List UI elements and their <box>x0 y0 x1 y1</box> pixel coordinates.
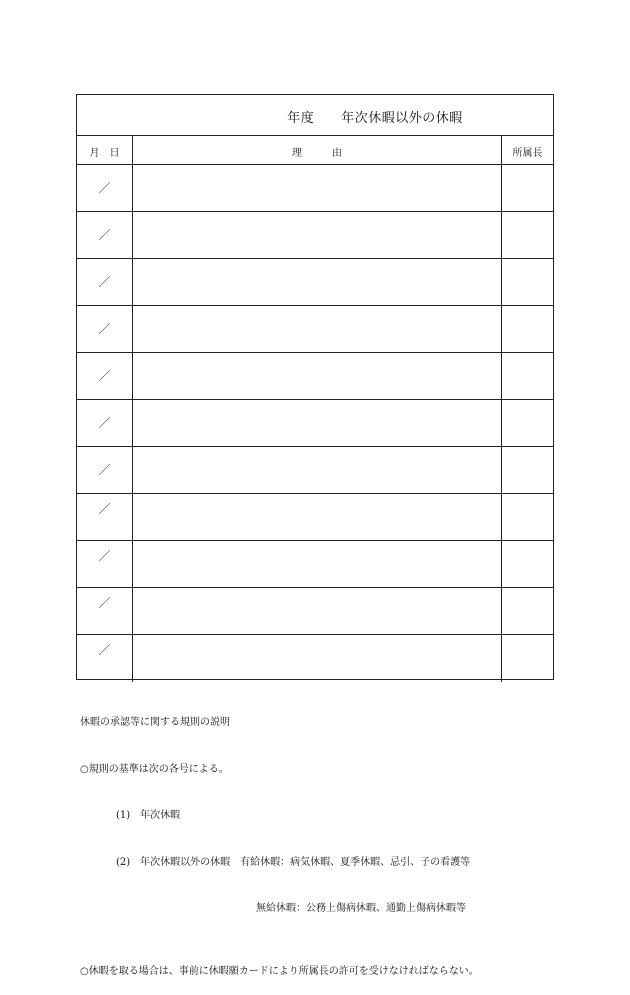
reason-cell[interactable] <box>133 212 502 258</box>
date-separator-mark: ／ <box>98 416 111 430</box>
approver-stamp-cell[interactable] <box>502 306 553 352</box>
table-row <box>77 588 553 635</box>
approver-stamp-cell[interactable] <box>502 259 553 305</box>
date-cell[interactable] <box>77 306 133 352</box>
notes-item-2 <box>80 855 479 871</box>
date-column-header: 月 日 <box>89 148 120 159</box>
item-1-text: 年次休暇 <box>140 810 181 821</box>
item-2-number: (2) <box>116 856 131 868</box>
table-row <box>77 494 553 541</box>
date-separator-mark: ／ <box>98 463 111 477</box>
table-row <box>77 400 553 447</box>
reason-cell[interactable] <box>133 400 502 446</box>
item-2-text: 年次休暇以外の休暇 <box>140 856 231 868</box>
date-cell[interactable] <box>77 494 133 540</box>
reason-cell[interactable] <box>133 588 502 634</box>
reason-cell[interactable] <box>133 353 502 399</box>
date-cell[interactable] <box>77 212 133 258</box>
unpaid-leave-items: 公務上傷病休暇、通勤上傷病休暇等 <box>306 903 466 914</box>
table-row <box>77 541 553 588</box>
table-row <box>77 165 553 212</box>
table-header-row <box>77 136 553 165</box>
date-separator-mark: ／ <box>98 369 111 383</box>
table-row <box>77 635 553 682</box>
reason-column-header: 理 由 <box>292 148 342 159</box>
notes-heading: 休暇の承認等に関する規則の説明 <box>80 717 230 728</box>
approver-stamp-cell[interactable] <box>502 447 553 493</box>
rules-notes <box>80 684 479 995</box>
date-separator-mark: ／ <box>98 549 111 563</box>
table-row <box>77 306 553 353</box>
reason-cell[interactable] <box>133 165 502 211</box>
reason-cell[interactable] <box>133 447 502 493</box>
date-separator-mark: ／ <box>98 275 111 289</box>
date-cell[interactable] <box>77 588 133 634</box>
reason-cell[interactable] <box>133 259 502 305</box>
table-row <box>77 259 553 306</box>
approver-stamp-cell[interactable] <box>502 212 553 258</box>
date-separator-mark: ／ <box>98 502 111 516</box>
approver-stamp-cell[interactable] <box>502 400 553 446</box>
notes-unpaid-line <box>80 901 479 917</box>
leave-table <box>77 136 553 682</box>
form-title: 年度 年次休暇以外の休暇 <box>287 111 463 126</box>
reason-cell[interactable] <box>133 306 502 352</box>
unpaid-leave-label: 無給休暇： <box>256 903 306 914</box>
table-row <box>77 447 553 494</box>
approver-stamp-cell[interactable] <box>502 635 553 682</box>
reason-cell[interactable] <box>133 541 502 587</box>
date-separator-mark: ／ <box>98 596 111 610</box>
date-separator-mark: ／ <box>98 322 111 336</box>
title-row <box>77 95 553 136</box>
notes-basis: ○規則の基準は次の各号による。 <box>80 763 229 775</box>
leave-record-form <box>76 94 554 680</box>
date-cell[interactable] <box>77 165 133 211</box>
table-row <box>77 353 553 400</box>
date-cell[interactable] <box>77 353 133 399</box>
item-1-number: (1) <box>116 810 131 821</box>
table-row <box>77 212 553 259</box>
approver-column-header: 所属長 <box>512 148 543 159</box>
date-separator-mark: ／ <box>98 181 111 195</box>
notes-final-instruction: ○休暇を取る場合は、事前に休暇願カードにより所属長の許可を受けなければならない。 <box>80 965 479 977</box>
approver-stamp-cell[interactable] <box>502 165 553 211</box>
paid-leave-items: 病気休暇、夏季休暇、忌引、子の看護等 <box>290 856 471 868</box>
date-cell[interactable] <box>77 400 133 446</box>
date-cell[interactable] <box>77 541 133 587</box>
reason-cell[interactable] <box>133 494 502 540</box>
date-cell[interactable] <box>77 635 133 682</box>
approver-stamp-cell[interactable] <box>502 494 553 540</box>
date-separator-mark: ／ <box>98 228 111 242</box>
approver-stamp-cell[interactable] <box>502 588 553 634</box>
date-cell[interactable] <box>77 259 133 305</box>
approver-stamp-cell[interactable] <box>502 541 553 587</box>
paid-leave-label: 有給休暇： <box>240 856 291 868</box>
approver-stamp-cell[interactable] <box>502 353 553 399</box>
date-cell[interactable] <box>77 447 133 493</box>
reason-cell[interactable] <box>133 635 502 682</box>
notes-item-1 <box>80 808 479 824</box>
date-separator-mark: ／ <box>98 643 111 657</box>
